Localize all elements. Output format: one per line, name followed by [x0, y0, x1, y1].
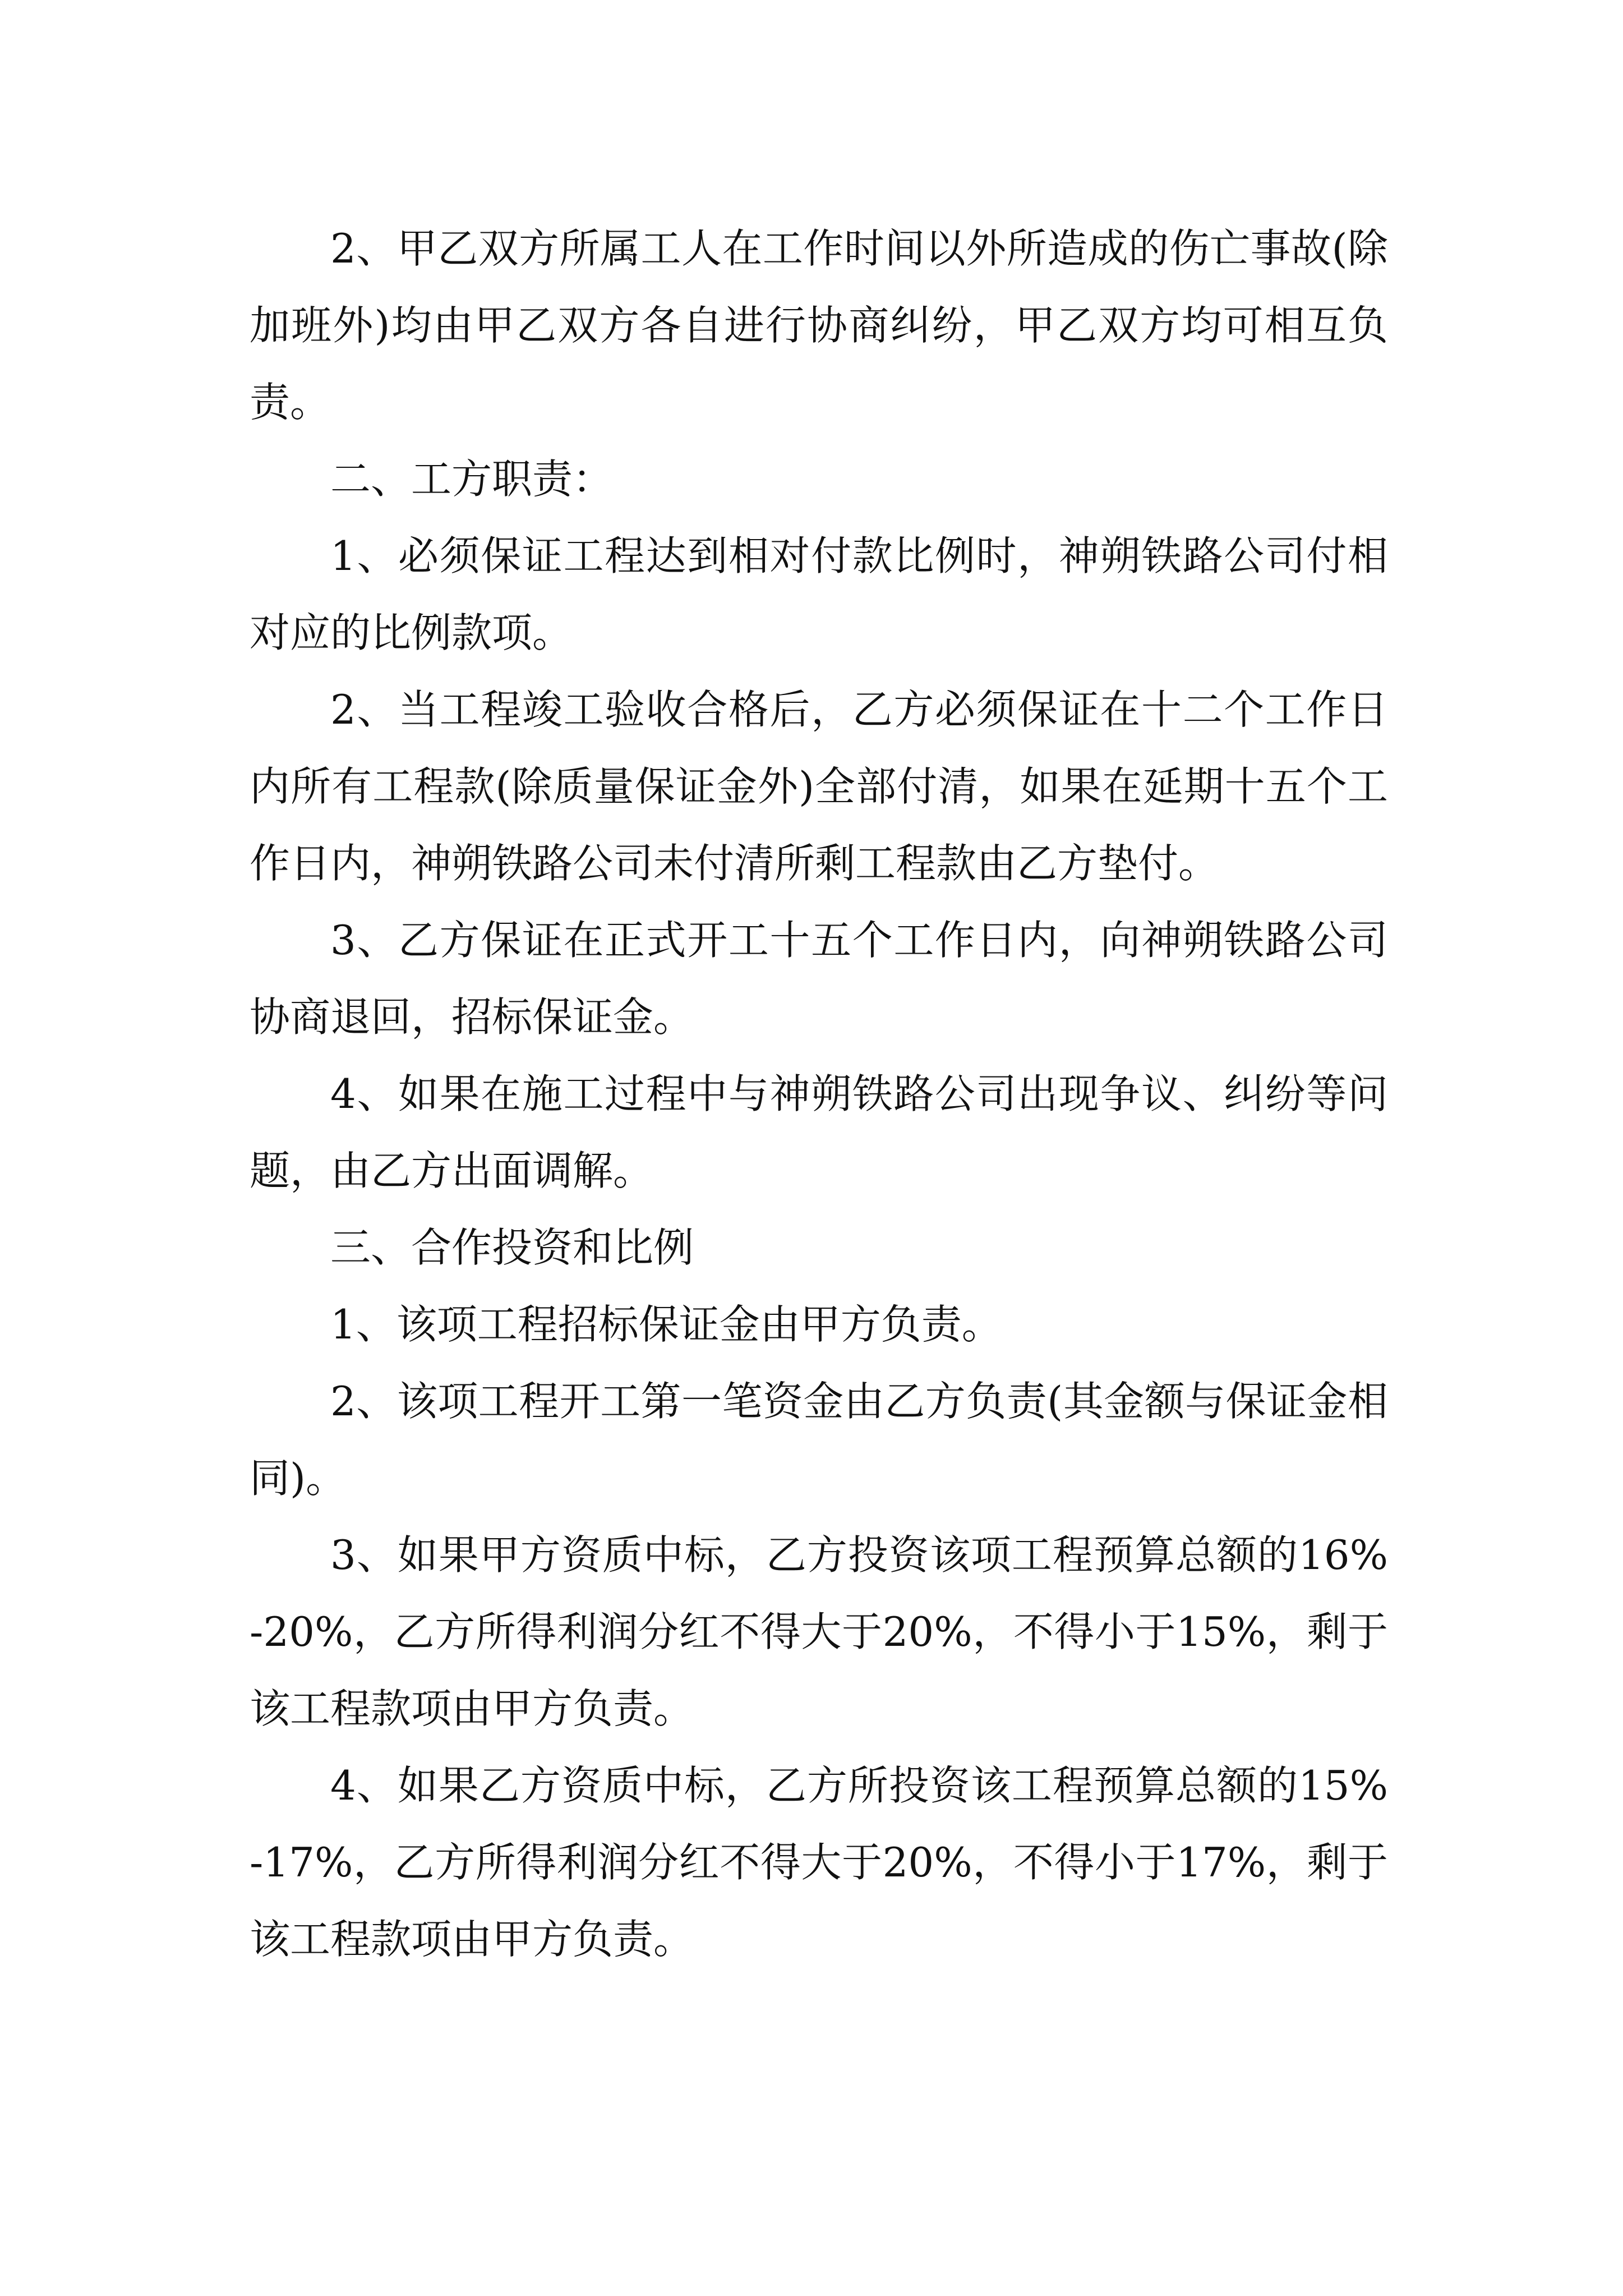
section-heading-duties: 二、工方职责： — [330, 455, 614, 503]
paragraph-investment-2: 2、该项工程开工第一笔资金由乙方负责(其金额与保证金相同)。 — [250, 1378, 1388, 1502]
paragraph-duty-3: 3、乙方保证在正式开工十五个工作日内，向神朔铁路公司协商退回，招标保证金。 — [250, 917, 1388, 1041]
paragraph-investment-1: 1、该项工程招标保证金由甲方负责。 — [330, 1301, 1002, 1348]
paragraph-investment-3: 3、如果甲方资质中标，乙方投资该项工程预算总额的16%-20%，乙方所得利润分红不得大于20%，不得小于15%，剩于该工程款项由甲方负责。 — [250, 1531, 1388, 1732]
paragraph-duty-2: 2、当工程竣工验收合格后，乙方必须保证在十二个工作日内所有工程款(除质量保证金外)全部付清，如果在延期十五个工作日内，神朔铁路公司未付清所剩工程款由乙方垫付。 — [250, 686, 1388, 887]
section-heading-investment: 三、合作投资和比例 — [330, 1224, 694, 1271]
paragraph-injury-responsibility: 2、甲乙双方所属工人在工作时间以外所造成的伤亡事故(除加班外)均由甲乙双方各自进行协商纠纷，甲乙双方均可相互负责。 — [250, 225, 1388, 426]
document-body — [250, 210, 1388, 1978]
paragraph-duty-1: 1、必须保证工程达到相对付款比例时，神朔铁路公司付相对应的比例款项。 — [250, 532, 1388, 656]
paragraph-investment-4: 4、如果乙方资质中标，乙方所投资该工程预算总额的15%-17%，乙方所得利润分红不得大于20%，不得小于17%，剩于该工程款项由甲方负责。 — [250, 1762, 1388, 1963]
paragraph-duty-4: 4、如果在施工过程中与神朔铁路公司出现争议、纠纷等问题，由乙方出面调解。 — [250, 1070, 1388, 1194]
